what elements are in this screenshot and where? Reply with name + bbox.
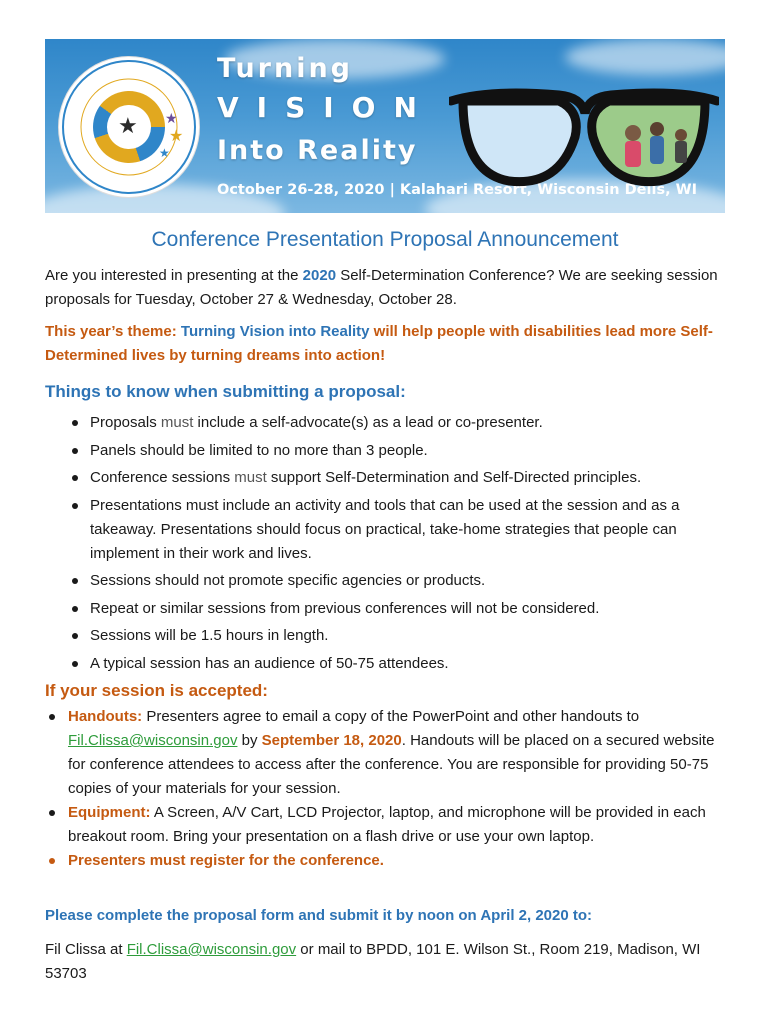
list-item: Repeat or similar sessions from previous conferences will not be considered. xyxy=(45,597,725,621)
register-item xyxy=(45,849,725,873)
banner-title-line3: Into Reality xyxy=(217,135,418,166)
things-to-know-heading: Things to know when submitting a proposal: xyxy=(45,382,406,401)
cloud-decoration xyxy=(565,39,725,75)
contact-paragraph: Fil Clissa at Fil.Clissa@wisconsin.gov or mail to BPDD, 101 E. Wilson St., Room 219, Madison, WI 53703 xyxy=(45,941,701,982)
theme-label: This year’s theme: xyxy=(45,323,181,340)
theme-text: will help people with disabilities lead more Self-Determined lives by turning dreams into action! xyxy=(45,323,713,364)
handouts-deadline: September 18, 2020 xyxy=(261,732,402,749)
equipment-label: Equipment: xyxy=(68,804,151,821)
handouts-item: Handouts: Presenters agree to email a copy of the PowerPoint and other handouts to Fil.Clissa@wisconsin.gov by September 18, 2020. Handouts will be placed on a secured website for conference attendees to access after the conference. You are responsible for providing 50-75 copies of your materials for your session. xyxy=(45,705,725,801)
conference-banner xyxy=(45,39,725,213)
banner-title-line1: Turning xyxy=(217,53,354,84)
theme-paragraph xyxy=(45,320,725,368)
register-text: Presenters must register for the conference. xyxy=(68,852,384,869)
eyeglasses-icon xyxy=(449,83,719,193)
if-accepted-list xyxy=(45,705,725,873)
list-item: Panels should be limited to no more than 3 people. xyxy=(45,439,725,463)
things-to-know-list xyxy=(45,411,725,676)
star-icon: ★ xyxy=(165,110,178,126)
star-icon: ★ xyxy=(118,113,138,138)
list-item: Sessions should not promote specific agencies or products. xyxy=(45,569,725,593)
email-link[interactable]: Fil.Clissa@wisconsin.gov xyxy=(68,732,238,749)
list-item: Sessions will be 1.5 hours in length. xyxy=(45,624,725,648)
intro-text: Self-Determination Conference? We are seeking session proposals for Tuesday, October 27 & Wednesday, October 28. xyxy=(45,267,718,308)
email-link[interactable]: Fil.Clissa@wisconsin.gov xyxy=(126,941,297,958)
page-title: Conference Presentation Proposal Announcement xyxy=(151,228,619,251)
if-accepted-heading: If your session is accepted: xyxy=(45,681,268,700)
handouts-label: Handouts: xyxy=(68,708,143,725)
list-item: Presentations must include an activity and tools that can be used at the session and as a takeaway. Presentations should focus on practical, take-home strategies that people can implement in their work and lives. xyxy=(45,494,725,566)
theme-name: Turning Vision into Reality xyxy=(180,323,370,340)
announcement-body xyxy=(45,222,725,986)
intro-paragraph xyxy=(45,264,725,312)
star-icon: ★ xyxy=(169,128,184,145)
list-item: Proposals must include a self-advocate(s) as a lead or co-presenter. xyxy=(45,411,725,435)
star-icon: ★ xyxy=(159,146,170,160)
banner-dates-location: October 26-28, 2020 | Kalahari Resort, Wisconsin Dells, WI xyxy=(217,182,698,198)
list-item: A typical session has an audience of 50-75 attendees. xyxy=(45,652,725,676)
intro-year: 2020 xyxy=(302,267,337,284)
banner-title-line2: VISION xyxy=(217,91,435,124)
list-item: Conference sessions must support Self-Determination and Self-Directed principles. xyxy=(45,466,725,490)
conference-seal-logo xyxy=(59,57,199,197)
intro-text: Are you interested in presenting at the xyxy=(45,267,303,284)
equipment-item: Equipment: A Screen, A/V Cart, LCD Projector, laptop, and microphone will be provided in each breakout room. Bring your presentation on a flash drive or use your own laptop. xyxy=(45,801,725,849)
submission-instructions: Please complete the proposal form and submit it by noon on April 2, 2020 to: xyxy=(45,907,593,924)
